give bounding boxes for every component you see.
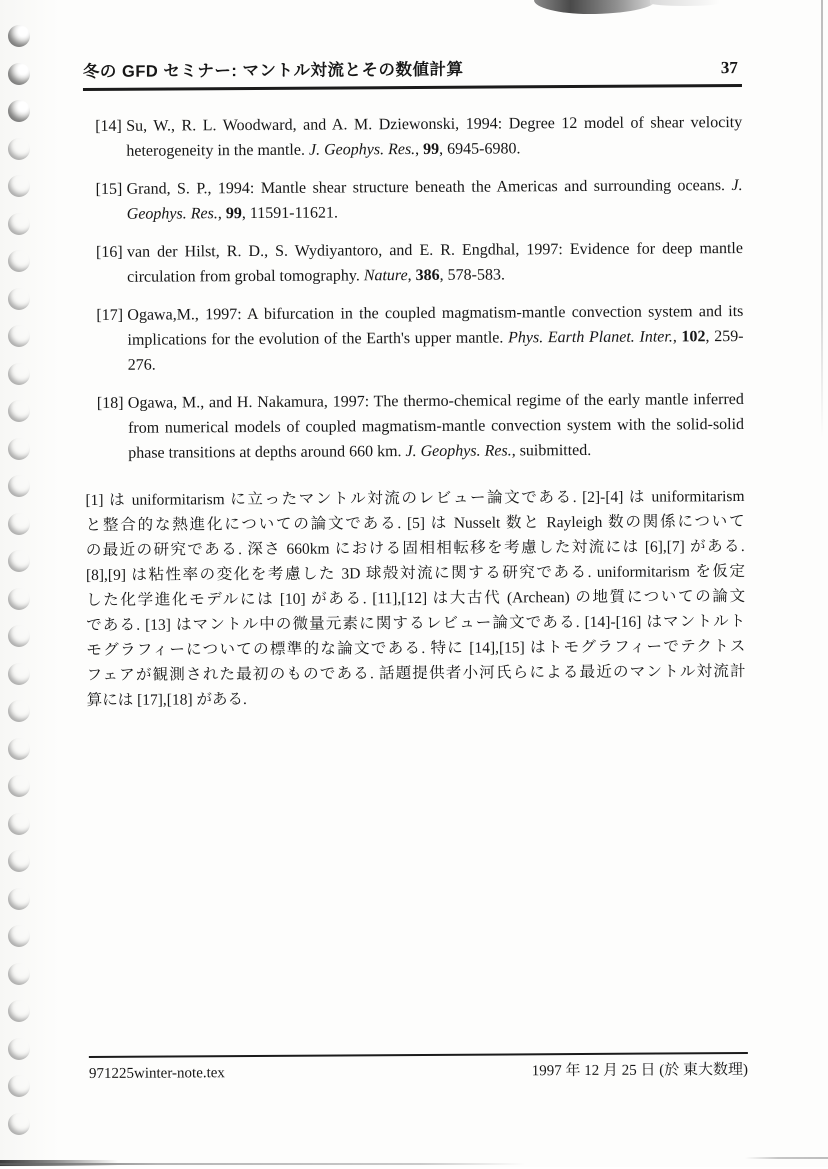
binder-hole — [8, 963, 30, 985]
binder-hole — [8, 588, 30, 610]
binder-hole — [8, 925, 30, 947]
binder-hole — [8, 700, 30, 722]
footer-date: 1997 年 12 月 25 日 (於 東大数理) — [531, 1061, 749, 1080]
paragraph-line: の最近の研究である. 深さ 660km における固相相転移を考慮した対流には [6],[7] がある. — [85, 537, 745, 560]
binder-hole — [8, 1038, 30, 1060]
spiral-binding-holes — [0, 0, 60, 1167]
reference-text: Ogawa,M., 1997: A bifurcation in the coupled magmatism-mantle convection system and its implications for the evolution of the Earth's upper mantle. Phys. Earth Planet. Inter., 102, 259-276. — [127, 302, 744, 374]
binder-hole — [8, 138, 30, 160]
scan-artifact-right-edge — [821, 0, 823, 438]
binder-hole — [8, 400, 30, 422]
paragraph-line: モグラフィーについての標準的な論文である. 特に [14],[15] はトモグラフィーでテクトス — [86, 637, 746, 660]
header-rule — [83, 84, 742, 91]
footer-rule — [89, 1052, 748, 1058]
binder-hole — [8, 775, 30, 797]
binder-hole — [8, 438, 30, 460]
page-title: 冬の GFD セミナー: マントル対流とその数値計算 — [82, 60, 464, 82]
binder-hole — [8, 363, 30, 385]
binder-hole — [8, 288, 30, 310]
paragraph-line: [1] は uniformitarism に立ったマントル対流のレビュー論文である. [2]-[4] は uniformitarism — [85, 487, 745, 510]
reference-label: [18] — [96, 394, 124, 412]
commentary-paragraph — [85, 484, 745, 713]
paragraph-line: と整合的な熱進化についての論文である. [5] は Nusselt 数と Rayleigh 数の関係について — [85, 512, 745, 535]
reference-item — [83, 110, 742, 164]
paragraph-line: 算には [17],[18] がある. — [86, 691, 247, 710]
paragraph-line: した化学進化モデルには [10] がある. [11],[12] は大古代 (Archean) の地質についての論文 — [86, 587, 746, 610]
binder-hole — [8, 850, 30, 872]
binder-hole — [8, 738, 30, 760]
binder-hole — [8, 1000, 30, 1022]
reference-text: Grand, S. P., 1994: Mantle shear structure beneath the Americas and surrounding oceans. J. Geophys. Res., 99, 11591-11621. — [126, 176, 743, 223]
reference-text: Su, W., R. L. Woodward, and A. M. Dziewonski, 1994: Degree 12 model of shear velocity heterogeneity in the mantle. J. Geophys. Res., 99, 6945-6980. — [126, 113, 743, 160]
binder-hole — [8, 475, 30, 497]
footer-filename: 971225winter-note.tex — [88, 1065, 225, 1083]
reference-text: van der Hilst, R. D., S. Wydiyantoro, and E. R. Engdhal, 1997: Evidence for deep mantle circulation from grobal tomography. Nature, 386, 578-583. — [126, 239, 744, 286]
references-list — [83, 110, 744, 479]
binder-hole — [8, 888, 30, 910]
reference-label: [17] — [96, 306, 124, 324]
binder-hole — [8, 1075, 30, 1097]
paragraph-line: フェアが観測された最初のものである. 話題提供者小河氏らによる最近のマントル対流計 — [86, 662, 746, 685]
binder-hole — [8, 625, 30, 647]
reference-item — [84, 299, 743, 378]
binder-hole — [8, 63, 30, 85]
binder-hole — [8, 663, 30, 685]
binder-hole — [8, 550, 30, 572]
scan-artifact-bottom-right — [745, 1157, 828, 1159]
reference-text: Ogawa, M., and H. Nakamura, 1997: The thermo-chemical regime of the early mantle inferred from numerical models of coupled magmatism-mantle convection system with the solid-solid phase transitions at depths around 660 km. J. Geophys. Res., suibmitted. — [127, 390, 745, 462]
binder-hole — [8, 213, 30, 235]
page-number: 37 — [720, 58, 738, 78]
reference-label: [15] — [95, 180, 123, 198]
binder-hole — [8, 100, 30, 122]
binder-hole — [8, 250, 30, 272]
paragraph-line: である. [13] はマントル中の微量元素に関するレビュー論文である. [14]-[16] はマントルト — [86, 612, 746, 635]
reference-label: [14] — [95, 117, 122, 135]
page-footer — [89, 1058, 748, 1083]
binder-hole — [8, 813, 30, 835]
binder-hole — [8, 1113, 30, 1135]
page-header — [83, 54, 742, 82]
page-content — [82, 0, 748, 1169]
paragraph-line: [8],[9] は粘性率の変化を考慮した 3D 球殻対流に関する研究である. uniformitarism を仮定 — [85, 562, 745, 585]
binder-hole — [8, 325, 30, 347]
reference-item — [84, 236, 743, 290]
binder-hole — [8, 175, 30, 197]
binder-hole — [8, 25, 30, 47]
reference-label: [16] — [95, 243, 123, 261]
binder-hole — [8, 513, 30, 535]
reference-item — [84, 173, 743, 227]
reference-item — [85, 387, 744, 466]
